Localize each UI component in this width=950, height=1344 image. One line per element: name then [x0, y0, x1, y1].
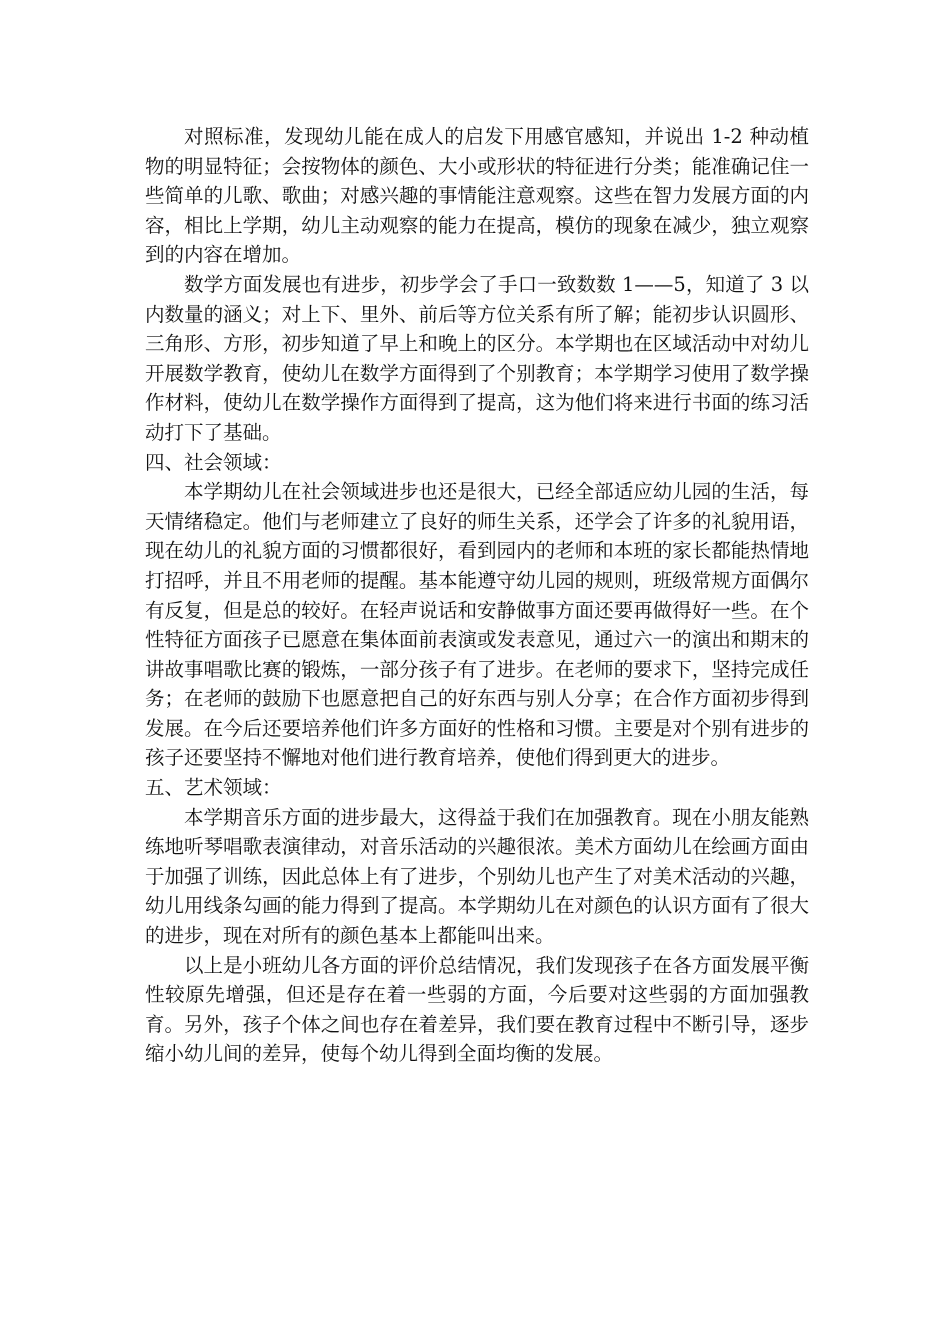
paragraph-summary: 以上是小班幼儿各方面的评价总结情况，我们发现孩子在各方面发展平衡性较原先增强，但还是存在着一些弱的方面，今后要对这些弱的方面加强教育。另外，孩子个体之间也存在着差异，我们要在教育过程中不断引导，逐步缩小幼儿间的差异，使每个幼儿得到全面均衡的发展。: [145, 953, 809, 1066]
paragraph-art-domain: 本学期音乐方面的进步最大，这得益于我们在加强教育。现在小朋友能熟练地听琴唱歌表演律动，对音乐活动的兴趣很浓。美术方面幼儿在绘画方面由于加强了训练，因此总体上有了进步，个别幼儿也产生了对美术活动的兴趣，幼儿用线条勾画的能力得到了提高。本学期幼儿在对颜色的认识方面有了很大的进步，现在对所有的颜色基本上都能叫出来。: [145, 805, 809, 948]
paragraph-math-development: 数学方面发展也有进步，初步学会了手口一致数数 1——5，知道了 3 以内数量的涵义；对上下、里外、前后等方位关系有所了解；能初步认识圆形、三角形、方形，初步知道了早上和晚上的区分。本学期也在区域活动中对幼儿开展数学教育，使幼儿在数学方面得到了个别教育；本学期学习使用了数学操作材料，使幼儿在数学操作方面得到了提高，这为他们将来进行书面的练习活动打下了基础。: [145, 272, 809, 444]
section-heading-art: 五、艺术领域：: [145, 776, 282, 800]
section-heading-social: 四、社会领域：: [145, 450, 282, 474]
paragraph-intellectual-development: 对照标准，发现幼儿能在成人的启发下用感官感知，并说出 1-2 种动植物的明显特征；会按物体的颜色、大小或形状的特征进行分类；能准确记住一些简单的儿歌、歌曲；对感兴趣的事情能注意观察。这些在智力发展方面的内容，相比上学期，幼儿主动观察的能力在提高，模仿的现象在减少，独立观察到的内容在增加。: [145, 125, 809, 267]
paragraph-social-domain: 本学期幼儿在社会领域进步也还是很大，已经全部适应幼儿园的生活，每天情绪稳定。他们与老师建立了良好的师生关系，还学会了许多的礼貌用语，现在幼儿的礼貌方面的习惯都很好，看到园内的老师和本班的家长都能热情地打招呼，并且不用老师的提醒。基本能遵守幼儿园的规则，班级常规方面偶尔有反复，但是总的较好。在轻声说话和安静做事方面还要再做得好一些。在个性特征方面孩子已愿意在集体面前表演或发表意见，通过六一的演出和期末的讲故事唱歌比赛的锻炼，一部分孩子有了进步。在老师的要求下，坚持完成任务；在老师的鼓励下也愿意把自己的好东西与别人分享；在合作方面初步得到发展。在今后还要培养他们许多方面好的性格和习惯。主要是对个别有进步的孩子还要坚持不懈地对他们进行教育培养，使他们得到更大的进步。: [145, 480, 809, 770]
document-body: [145, 122, 809, 1069]
